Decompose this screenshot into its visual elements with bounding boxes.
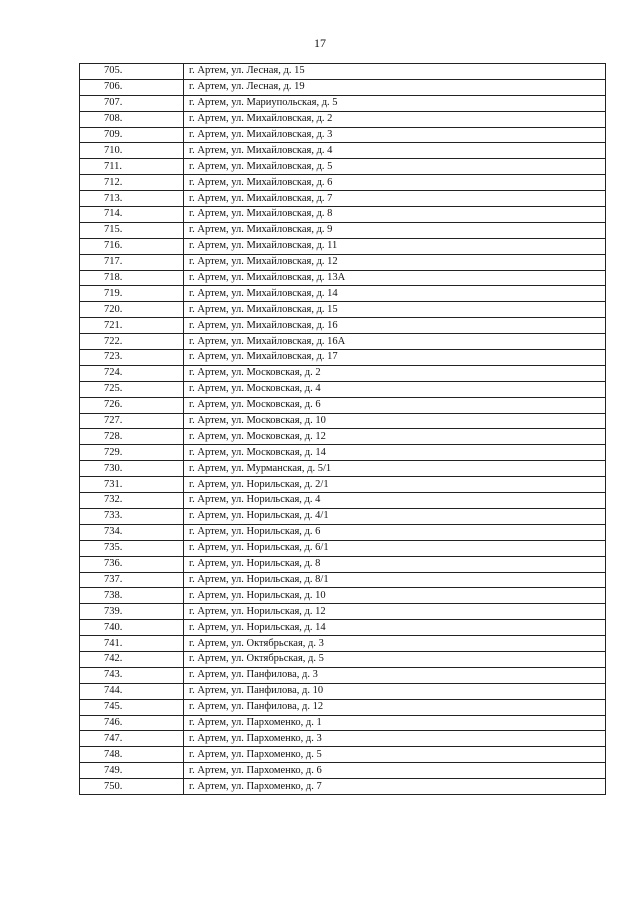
row-number: 744. (80, 683, 184, 699)
row-address: г. Артем, ул. Норильская, д. 12 (184, 604, 606, 620)
row-address: г. Артем, ул. Норильская, д. 10 (184, 588, 606, 604)
table-row (80, 397, 606, 413)
row-address: г. Артем, ул. Московская, д. 10 (184, 413, 606, 429)
table-row (80, 588, 606, 604)
row-number: 723. (80, 350, 184, 366)
row-address: г. Артем, ул. Норильская, д. 14 (184, 620, 606, 636)
row-number: 739. (80, 604, 184, 620)
table-row (80, 365, 606, 381)
row-address: г. Артем, ул. Норильская, д. 4/1 (184, 508, 606, 524)
row-number: 707. (80, 95, 184, 111)
row-number: 738. (80, 588, 184, 604)
table-row (80, 270, 606, 286)
row-number: 721. (80, 318, 184, 334)
address-table (79, 63, 606, 795)
row-address: г. Артем, ул. Лесная, д. 15 (184, 64, 606, 80)
row-address: г. Артем, ул. Михайловская, д. 9 (184, 222, 606, 238)
row-address: г. Артем, ул. Михайловская, д. 13А (184, 270, 606, 286)
row-number: 712. (80, 175, 184, 191)
table-row (80, 381, 606, 397)
row-number: 705. (80, 64, 184, 80)
row-address: г. Артем, ул. Михайловская, д. 8 (184, 207, 606, 223)
table-row (80, 508, 606, 524)
row-address: г. Артем, ул. Норильская, д. 6/1 (184, 540, 606, 556)
row-number: 746. (80, 715, 184, 731)
row-number: 727. (80, 413, 184, 429)
row-number: 710. (80, 143, 184, 159)
row-number: 745. (80, 699, 184, 715)
table-row (80, 302, 606, 318)
row-number: 714. (80, 207, 184, 223)
row-address: г. Артем, ул. Мариупольская, д. 5 (184, 95, 606, 111)
row-number: 722. (80, 334, 184, 350)
table-row (80, 715, 606, 731)
table-row (80, 350, 606, 366)
row-address: г. Артем, ул. Октябрьская, д. 3 (184, 636, 606, 652)
table-row (80, 540, 606, 556)
table-row (80, 429, 606, 445)
row-address: г. Артем, ул. Пархоменко, д. 7 (184, 779, 606, 795)
row-address: г. Артем, ул. Московская, д. 4 (184, 381, 606, 397)
table-row (80, 699, 606, 715)
row-address: г. Артем, ул. Михайловская, д. 12 (184, 254, 606, 270)
row-address: г. Артем, ул. Октябрьская, д. 5 (184, 651, 606, 667)
table-row (80, 779, 606, 795)
table-row (80, 604, 606, 620)
row-number: 731. (80, 477, 184, 493)
table-row (80, 95, 606, 111)
table-row (80, 651, 606, 667)
row-number: 720. (80, 302, 184, 318)
table-row (80, 683, 606, 699)
table-row (80, 191, 606, 207)
table-row (80, 493, 606, 509)
row-address: г. Артем, ул. Пархоменко, д. 1 (184, 715, 606, 731)
row-address: г. Артем, ул. Панфилова, д. 10 (184, 683, 606, 699)
row-address: г. Артем, ул. Московская, д. 6 (184, 397, 606, 413)
row-number: 733. (80, 508, 184, 524)
table-row (80, 79, 606, 95)
table-row (80, 636, 606, 652)
row-number: 740. (80, 620, 184, 636)
row-number: 737. (80, 572, 184, 588)
row-number: 747. (80, 731, 184, 747)
table-row (80, 127, 606, 143)
row-address: г. Артем, ул. Панфилова, д. 3 (184, 667, 606, 683)
row-number: 709. (80, 127, 184, 143)
row-address: г. Артем, ул. Михайловская, д. 16А (184, 334, 606, 350)
table-row (80, 556, 606, 572)
table-row (80, 445, 606, 461)
table-row (80, 111, 606, 127)
row-number: 743. (80, 667, 184, 683)
table-row (80, 413, 606, 429)
table-row (80, 318, 606, 334)
table-row (80, 286, 606, 302)
row-number: 736. (80, 556, 184, 572)
row-address: г. Артем, ул. Михайловская, д. 4 (184, 143, 606, 159)
row-number: 713. (80, 191, 184, 207)
page-number: 17 (314, 36, 326, 50)
row-address: г. Артем, ул. Норильская, д. 8/1 (184, 572, 606, 588)
table-row (80, 207, 606, 223)
row-number: 729. (80, 445, 184, 461)
table-row (80, 175, 606, 191)
row-number: 724. (80, 365, 184, 381)
row-address: г. Артем, ул. Михайловская, д. 7 (184, 191, 606, 207)
row-address: г. Артем, ул. Панфилова, д. 12 (184, 699, 606, 715)
row-number: 741. (80, 636, 184, 652)
row-address: г. Артем, ул. Московская, д. 2 (184, 365, 606, 381)
row-number: 718. (80, 270, 184, 286)
row-number: 742. (80, 651, 184, 667)
row-address: г. Артем, ул. Норильская, д. 2/1 (184, 477, 606, 493)
row-number: 719. (80, 286, 184, 302)
table-row (80, 159, 606, 175)
row-number: 715. (80, 222, 184, 238)
table-row (80, 572, 606, 588)
row-address: г. Артем, ул. Михайловская, д. 6 (184, 175, 606, 191)
row-address: г. Артем, ул. Михайловская, д. 5 (184, 159, 606, 175)
row-number: 726. (80, 397, 184, 413)
row-address: г. Артем, ул. Мурманская, д. 5/1 (184, 461, 606, 477)
row-number: 716. (80, 238, 184, 254)
row-address: г. Артем, ул. Михайловская, д. 14 (184, 286, 606, 302)
row-number: 717. (80, 254, 184, 270)
row-address: г. Артем, ул. Михайловская, д. 16 (184, 318, 606, 334)
row-address: г. Артем, ул. Лесная, д. 19 (184, 79, 606, 95)
row-address: г. Артем, ул. Московская, д. 12 (184, 429, 606, 445)
table-row (80, 254, 606, 270)
row-number: 706. (80, 79, 184, 95)
row-address: г. Артем, ул. Михайловская, д. 2 (184, 111, 606, 127)
row-number: 750. (80, 779, 184, 795)
row-address: г. Артем, ул. Московская, д. 14 (184, 445, 606, 461)
row-number: 749. (80, 763, 184, 779)
row-number: 728. (80, 429, 184, 445)
row-address: г. Артем, ул. Пархоменко, д. 6 (184, 763, 606, 779)
table-row (80, 667, 606, 683)
table-row (80, 763, 606, 779)
row-address: г. Артем, ул. Михайловская, д. 11 (184, 238, 606, 254)
row-address: г. Артем, ул. Пархоменко, д. 5 (184, 747, 606, 763)
table-body (80, 64, 606, 795)
row-number: 708. (80, 111, 184, 127)
row-number: 735. (80, 540, 184, 556)
row-address: г. Артем, ул. Михайловская, д. 17 (184, 350, 606, 366)
table-row (80, 620, 606, 636)
table-row (80, 64, 606, 80)
row-number: 725. (80, 381, 184, 397)
row-number: 732. (80, 493, 184, 509)
table-row (80, 143, 606, 159)
table-row (80, 334, 606, 350)
row-number: 734. (80, 524, 184, 540)
table-row (80, 747, 606, 763)
row-number: 748. (80, 747, 184, 763)
row-number: 730. (80, 461, 184, 477)
row-address: г. Артем, ул. Норильская, д. 4 (184, 493, 606, 509)
table-row (80, 222, 606, 238)
table-row (80, 731, 606, 747)
row-address: г. Артем, ул. Норильская, д. 8 (184, 556, 606, 572)
row-address: г. Артем, ул. Михайловская, д. 15 (184, 302, 606, 318)
table-row (80, 238, 606, 254)
row-address: г. Артем, ул. Михайловская, д. 3 (184, 127, 606, 143)
row-address: г. Артем, ул. Норильская, д. 6 (184, 524, 606, 540)
table-row (80, 524, 606, 540)
table-row (80, 477, 606, 493)
row-number: 711. (80, 159, 184, 175)
row-address: г. Артем, ул. Пархоменко, д. 3 (184, 731, 606, 747)
table-row (80, 461, 606, 477)
